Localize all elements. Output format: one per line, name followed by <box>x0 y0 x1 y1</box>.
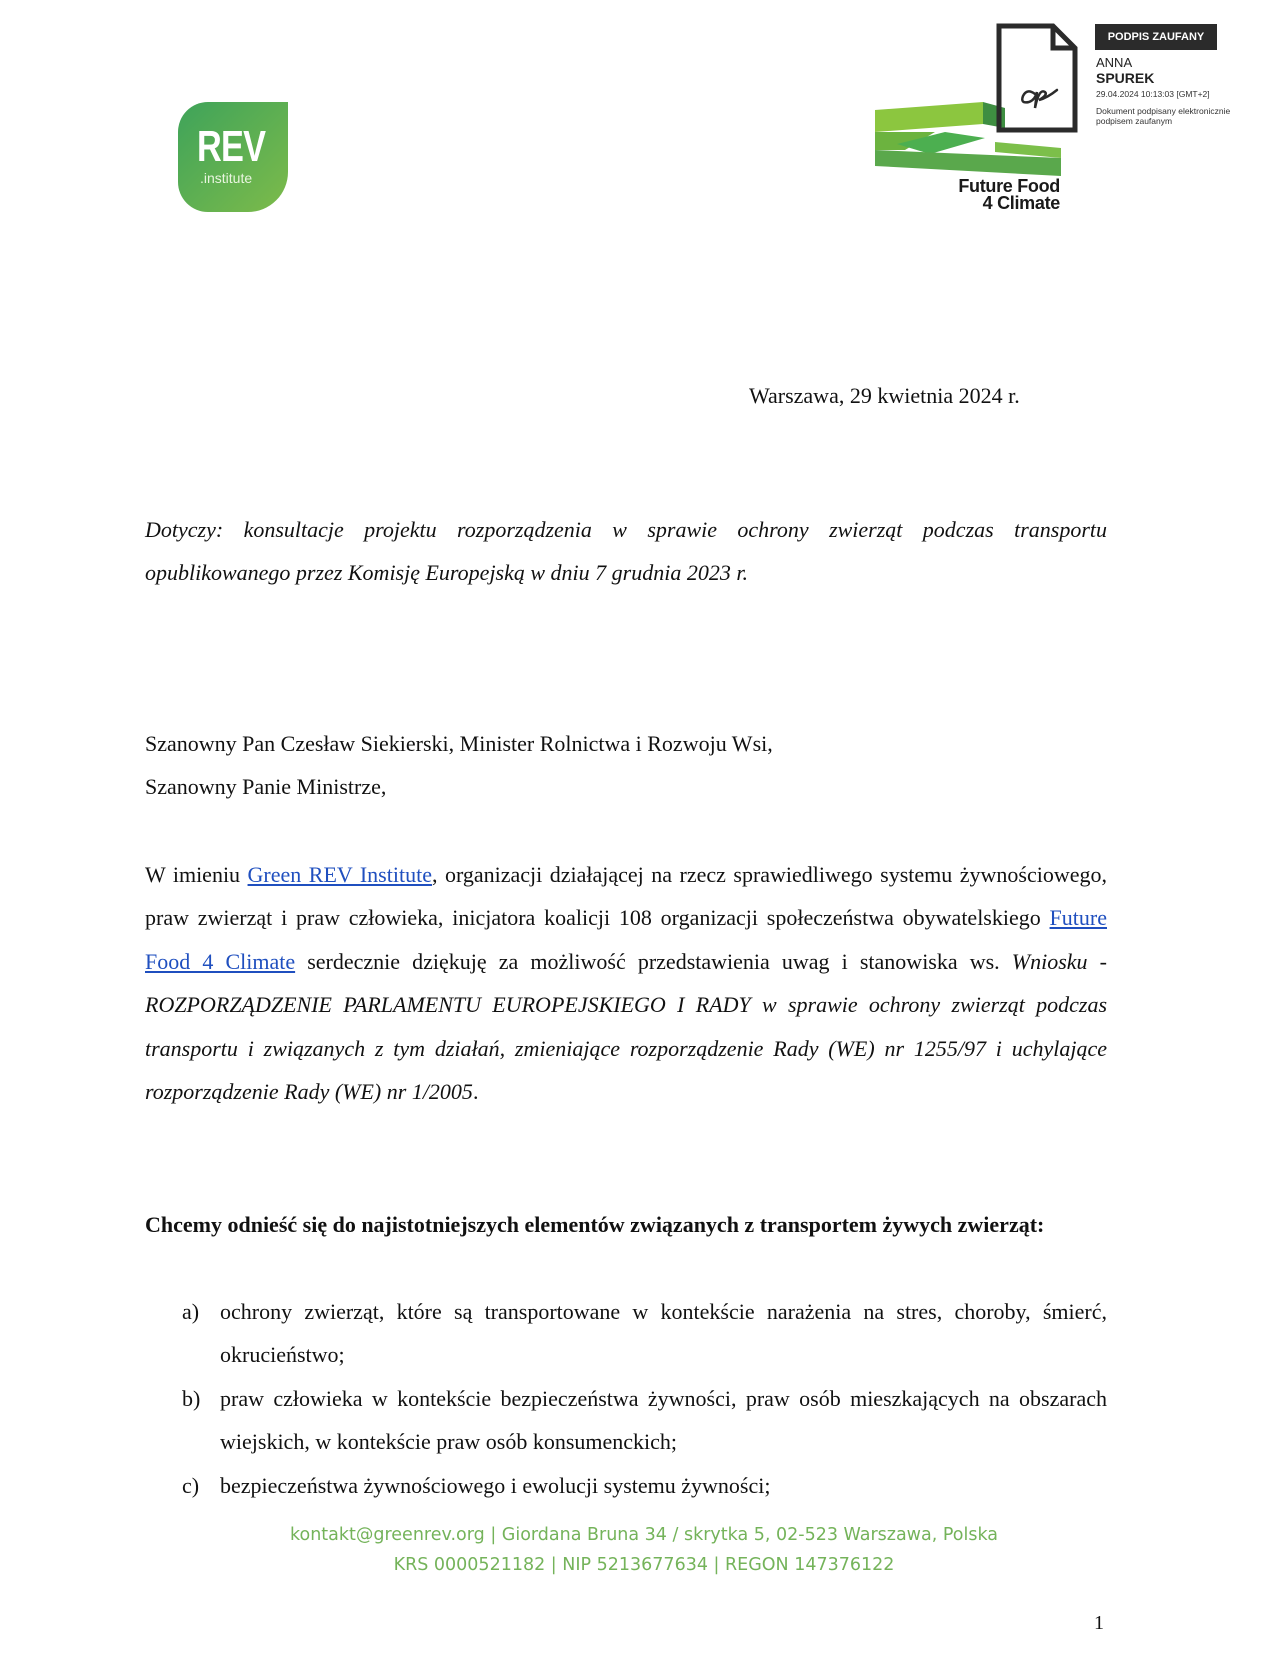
list-marker: c) <box>182 1472 200 1498</box>
points-list <box>145 1290 1107 1507</box>
regulation-title: Wniosku - ROZPORZĄDZENIE PARLAMENTU EUROPEJSKIEGO I RADY w sprawie ochrony zwierząt podczas transportu i związanych z tym działań, zmieniające rozporządzenie Rady (WE) nr 1255/97 i uchylające rozporządzenie Rady (WE) nr 1/2005 <box>145 948 1107 1105</box>
page-number: 1 <box>1094 1612 1104 1634</box>
page-footer <box>0 1520 1288 1580</box>
footer-registry-line: KRS 0000521182 | NIP 5213677634 | REGON 147376122 <box>393 1555 895 1575</box>
list-item <box>145 1290 1107 1377</box>
letter-subject: Dotyczy: konsultacje projektu rozporządzenia w sprawie ochrony zwierząt podczas transportu opublikowanego przez Komisję Europejską w dniu 7 grudnia 2023 r. <box>145 517 1107 585</box>
list-item <box>145 1464 1107 1507</box>
addressee-line: Szanowny Pan Czesław Siekierski, Minister Rolnictwa i Rozwoju Wsi, <box>145 731 773 756</box>
list-item-text: bezpieczeństwa żywnościowego i ewolucji systemu żywności; <box>220 1472 771 1498</box>
section-heading: Chcemy odnieść się do najistotniejszych elementów związanych z transportem żywych zwierząt: <box>145 1212 1045 1237</box>
trusted-signature-badge: PODPIS ZAUFANY <box>1095 24 1217 50</box>
signature-timestamp: 29.04.2024 10:13:03 [GMT+2] <box>1096 89 1210 99</box>
salutation-line: Szanowny Panie Ministrze, <box>145 774 387 799</box>
intro-text-1: W imieniu <box>145 862 248 887</box>
footer-contact-line: kontakt@greenrev.org | Giordana Bruna 34 / skrytka 5, 02-523 Warszawa, Polska <box>289 1525 999 1545</box>
green-rev-institute-link[interactable]: Green REV Institute <box>247 862 432 887</box>
intro-text-2: , organizacji działającej na rzecz sprawiedliwego systemu żywnościowego, praw zwierząt i praw człowieka, inicjatora koalicji 108 organizacji społeczeństwa obywatelskiego <box>145 862 1107 931</box>
ff4c-line-2: 4 Climate <box>982 193 1060 213</box>
ff4c-line-1: Future Food <box>958 176 1060 196</box>
future-food-4-climate-wordmark <box>872 178 1060 212</box>
list-marker: a) <box>182 1299 200 1324</box>
intro-text-3: serdecznie dziękuję za możliwość przedstawienia uwag i stanowiska ws. <box>295 948 1012 974</box>
list-item <box>145 1377 1107 1464</box>
intro-paragraph <box>145 853 1107 1113</box>
signature-note: Dokument podpisany elektronicznie podpisem zaufanym <box>1096 106 1231 126</box>
list-marker: b) <box>182 1385 201 1411</box>
letter-date: Warszawa, 29 kwietnia 2024 r. <box>749 383 1020 408</box>
rev-logo-sub: .institute <box>200 170 253 186</box>
signed-document-icon <box>995 22 1079 134</box>
intro-text-end: . <box>472 1079 479 1105</box>
rev-logo-word: REV <box>197 122 266 171</box>
future-food-4-climate-link[interactable]: Future Food 4 Climate <box>145 905 1107 974</box>
signer-last-name: SPUREK <box>1096 70 1155 86</box>
list-item-text: praw człowieka w kontekście bezpieczeństwa żywności, praw osób mieszkających na obszarach wiejskich, w kontekście praw osób konsumenckich; <box>220 1385 1107 1455</box>
list-item-text: ochrony zwierząt, które są transportowane w kontekście narażenia na stres, choroby, śmierć, okrucieństwo; <box>220 1299 1107 1368</box>
signer-first-name: ANNA <box>1096 55 1133 70</box>
